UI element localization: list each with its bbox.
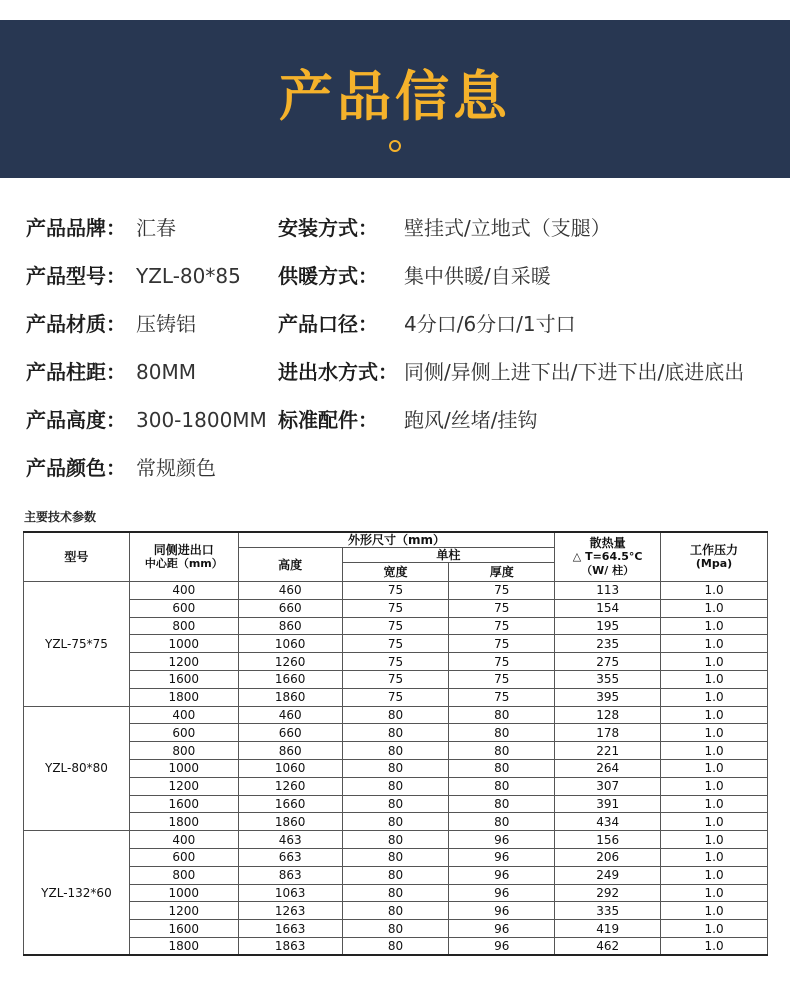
info-value: YZL-80*85 <box>136 264 241 288</box>
header-height: 高度 <box>238 548 342 582</box>
pressure-cell: 1.0 <box>661 635 768 653</box>
info-value: 汇春 <box>136 216 176 240</box>
width-cell: 80 <box>342 759 449 777</box>
width-cell: 75 <box>342 599 449 617</box>
model-cell: YZL-132*60 <box>24 831 130 956</box>
info-value: 壁挂式/立地式（支腿） <box>404 216 611 240</box>
thickness-cell: 80 <box>449 795 555 813</box>
table-row <box>24 653 768 671</box>
info-label: 供暖方式： <box>278 264 378 288</box>
heat-output-cell: 307 <box>555 777 661 795</box>
header-pressure-line2: (Mpa) <box>695 557 733 570</box>
info-label: 产品型号： <box>26 264 126 288</box>
info-label: 产品柱距： <box>26 360 126 384</box>
height-cell: 860 <box>238 617 342 635</box>
heat-output-cell: 178 <box>555 724 661 742</box>
heat-output-cell: 206 <box>555 848 661 866</box>
height-cell: 1663 <box>238 920 342 938</box>
pressure-cell: 1.0 <box>661 813 768 831</box>
center-distance-cell: 1600 <box>129 920 238 938</box>
height-cell: 1263 <box>238 902 342 920</box>
table-row <box>24 670 768 688</box>
model-cell: YZL-80*80 <box>24 706 130 831</box>
header-dimensions: 外形尺寸（mm） <box>238 532 554 548</box>
width-cell: 80 <box>342 724 449 742</box>
page-title: 产品信息 <box>279 65 511 128</box>
table-row <box>24 902 768 920</box>
heat-output-cell: 264 <box>555 759 661 777</box>
thickness-cell: 80 <box>449 813 555 831</box>
height-cell: 1860 <box>238 813 342 831</box>
heat-output-cell: 434 <box>555 813 661 831</box>
table-row <box>24 831 768 849</box>
thickness-cell: 96 <box>449 848 555 866</box>
heat-output-cell: 292 <box>555 884 661 902</box>
heat-output-cell: 128 <box>555 706 661 724</box>
width-cell: 80 <box>342 920 449 938</box>
thickness-cell: 75 <box>449 617 555 635</box>
thickness-cell: 75 <box>449 582 555 600</box>
width-cell: 80 <box>342 742 449 760</box>
pressure-cell: 1.0 <box>661 582 768 600</box>
header-thickness: 厚度 <box>449 563 555 582</box>
center-distance-cell: 1200 <box>129 902 238 920</box>
product-info <box>0 178 790 500</box>
pressure-cell: 1.0 <box>661 848 768 866</box>
width-cell: 75 <box>342 653 449 671</box>
pressure-cell: 1.0 <box>661 599 768 617</box>
heat-output-cell: 391 <box>555 795 661 813</box>
info-label: 进出水方式： <box>278 360 398 384</box>
circle-ornament-icon <box>389 140 401 152</box>
pressure-cell: 1.0 <box>661 831 768 849</box>
table-row <box>24 635 768 653</box>
height-cell: 660 <box>238 724 342 742</box>
pressure-cell: 1.0 <box>661 670 768 688</box>
heat-output-cell: 419 <box>555 920 661 938</box>
center-distance-cell: 400 <box>129 582 238 600</box>
info-row <box>0 261 790 291</box>
header-heat-line1: 散热量 <box>589 536 626 550</box>
pressure-cell: 1.0 <box>661 920 768 938</box>
heat-output-cell: 355 <box>555 670 661 688</box>
thickness-cell: 96 <box>449 920 555 938</box>
height-cell: 1863 <box>238 937 342 955</box>
pressure-cell: 1.0 <box>661 795 768 813</box>
height-cell: 863 <box>238 866 342 884</box>
info-value: 常规颜色 <box>136 456 216 480</box>
thickness-cell: 75 <box>449 599 555 617</box>
center-distance-cell: 1800 <box>129 813 238 831</box>
thickness-cell: 96 <box>449 902 555 920</box>
info-label: 产品口径： <box>278 312 378 336</box>
height-cell: 460 <box>238 706 342 724</box>
heat-output-cell: 154 <box>555 599 661 617</box>
width-cell: 80 <box>342 706 449 724</box>
info-value: 压铸铝 <box>136 312 196 336</box>
height-cell: 663 <box>238 848 342 866</box>
header-center-line1: 同侧进出口 <box>153 543 214 557</box>
height-cell: 1260 <box>238 777 342 795</box>
thickness-cell: 80 <box>449 777 555 795</box>
header-pressure-line1: 工作压力 <box>690 543 739 557</box>
pressure-cell: 1.0 <box>661 866 768 884</box>
table-row <box>24 937 768 955</box>
heat-output-cell: 249 <box>555 866 661 884</box>
table-row <box>24 724 768 742</box>
thickness-cell: 80 <box>449 706 555 724</box>
pressure-cell: 1.0 <box>661 759 768 777</box>
header-center-line2: 中心距（mm） <box>144 557 223 570</box>
center-distance-cell: 800 <box>129 617 238 635</box>
info-value: 跑风/丝堵/挂钩 <box>404 408 538 432</box>
width-cell: 80 <box>342 777 449 795</box>
width-cell: 80 <box>342 813 449 831</box>
table-row <box>24 582 768 600</box>
info-value: 集中供暖/自采暖 <box>404 264 551 288</box>
info-label: 标准配件： <box>278 408 378 432</box>
heat-output-cell: 195 <box>555 617 661 635</box>
info-value: 80MM <box>136 360 196 384</box>
spec-table <box>23 531 768 956</box>
center-distance-cell: 400 <box>129 706 238 724</box>
center-distance-cell: 600 <box>129 599 238 617</box>
table-header <box>24 532 768 582</box>
info-value: 同侧/异侧上进下出/下进下出/底进底出 <box>404 360 745 384</box>
height-cell: 660 <box>238 599 342 617</box>
thickness-cell: 75 <box>449 688 555 706</box>
header-heat-line3: （W/ 柱） <box>581 564 635 577</box>
info-label: 安装方式： <box>278 216 378 240</box>
thickness-cell: 96 <box>449 831 555 849</box>
table-row <box>24 599 768 617</box>
table-row <box>24 706 768 724</box>
table-body <box>24 582 768 956</box>
center-distance-cell: 1000 <box>129 635 238 653</box>
thickness-cell: 96 <box>449 884 555 902</box>
info-row <box>0 357 790 387</box>
width-cell: 80 <box>342 795 449 813</box>
table-row <box>24 617 768 635</box>
height-cell: 860 <box>238 742 342 760</box>
table-row <box>24 848 768 866</box>
header-width: 宽度 <box>342 563 449 582</box>
table-row <box>24 742 768 760</box>
width-cell: 75 <box>342 635 449 653</box>
top-strip <box>0 0 790 20</box>
center-distance-cell: 600 <box>129 848 238 866</box>
pressure-cell: 1.0 <box>661 653 768 671</box>
center-distance-cell: 800 <box>129 742 238 760</box>
center-distance-cell: 1200 <box>129 777 238 795</box>
pressure-cell: 1.0 <box>661 706 768 724</box>
center-distance-cell: 1800 <box>129 688 238 706</box>
pressure-cell: 1.0 <box>661 937 768 955</box>
center-distance-cell: 400 <box>129 831 238 849</box>
heat-output-cell: 275 <box>555 653 661 671</box>
table-row <box>24 866 768 884</box>
pressure-cell: 1.0 <box>661 742 768 760</box>
table-row <box>24 884 768 902</box>
width-cell: 80 <box>342 866 449 884</box>
center-distance-cell: 1600 <box>129 670 238 688</box>
center-distance-cell: 800 <box>129 866 238 884</box>
info-label: 产品颜色： <box>26 456 126 480</box>
height-cell: 1660 <box>238 795 342 813</box>
info-value: 4分口/6分口/1寸口 <box>404 312 576 336</box>
width-cell: 75 <box>342 670 449 688</box>
heat-output-cell: 395 <box>555 688 661 706</box>
pressure-cell: 1.0 <box>661 902 768 920</box>
heat-output-cell: 156 <box>555 831 661 849</box>
height-cell: 1860 <box>238 688 342 706</box>
center-distance-cell: 600 <box>129 724 238 742</box>
info-row <box>0 405 790 435</box>
table-row <box>24 759 768 777</box>
height-cell: 1660 <box>238 670 342 688</box>
table-row <box>24 777 768 795</box>
center-distance-cell: 1200 <box>129 653 238 671</box>
thickness-cell: 80 <box>449 759 555 777</box>
height-cell: 463 <box>238 831 342 849</box>
header-model: 型号 <box>24 532 130 582</box>
width-cell: 80 <box>342 831 449 849</box>
header-center-distance <box>129 532 238 582</box>
pressure-cell: 1.0 <box>661 617 768 635</box>
width-cell: 80 <box>342 937 449 955</box>
heat-output-cell: 221 <box>555 742 661 760</box>
height-cell: 1060 <box>238 635 342 653</box>
heat-output-cell: 462 <box>555 937 661 955</box>
table-row <box>24 920 768 938</box>
thickness-cell: 75 <box>449 635 555 653</box>
width-cell: 80 <box>342 902 449 920</box>
width-cell: 80 <box>342 848 449 866</box>
thickness-cell: 75 <box>449 653 555 671</box>
width-cell: 75 <box>342 582 449 600</box>
width-cell: 75 <box>342 688 449 706</box>
table-caption: 主要技术参数 <box>24 510 97 524</box>
header-pressure <box>661 532 768 582</box>
info-value: 300-1800MM <box>136 408 267 432</box>
center-distance-cell: 1000 <box>129 884 238 902</box>
center-distance-cell: 1600 <box>129 795 238 813</box>
pressure-cell: 1.0 <box>661 777 768 795</box>
pressure-cell: 1.0 <box>661 884 768 902</box>
height-cell: 1260 <box>238 653 342 671</box>
width-cell: 75 <box>342 617 449 635</box>
info-label: 产品品牌： <box>26 216 126 240</box>
table-row <box>24 795 768 813</box>
thickness-cell: 96 <box>449 937 555 955</box>
heat-output-cell: 235 <box>555 635 661 653</box>
info-row <box>0 453 790 483</box>
header-single-column: 单柱 <box>342 548 555 563</box>
pressure-cell: 1.0 <box>661 724 768 742</box>
heat-output-cell: 113 <box>555 582 661 600</box>
header-heat-output <box>555 532 661 582</box>
center-distance-cell: 1800 <box>129 937 238 955</box>
thickness-cell: 75 <box>449 670 555 688</box>
height-cell: 1060 <box>238 759 342 777</box>
pressure-cell: 1.0 <box>661 688 768 706</box>
thickness-cell: 96 <box>449 866 555 884</box>
heat-output-cell: 335 <box>555 902 661 920</box>
info-row <box>0 213 790 243</box>
table-row <box>24 813 768 831</box>
center-distance-cell: 1000 <box>129 759 238 777</box>
height-cell: 460 <box>238 582 342 600</box>
table-row <box>24 688 768 706</box>
info-row <box>0 309 790 339</box>
title-banner <box>0 20 790 178</box>
info-label: 产品材质： <box>26 312 126 336</box>
width-cell: 80 <box>342 884 449 902</box>
header-heat-line2: △ T=64.5°C <box>572 550 643 563</box>
thickness-cell: 80 <box>449 724 555 742</box>
thickness-cell: 80 <box>449 742 555 760</box>
height-cell: 1063 <box>238 884 342 902</box>
model-cell: YZL-75*75 <box>24 582 130 707</box>
info-label: 产品高度： <box>26 408 126 432</box>
